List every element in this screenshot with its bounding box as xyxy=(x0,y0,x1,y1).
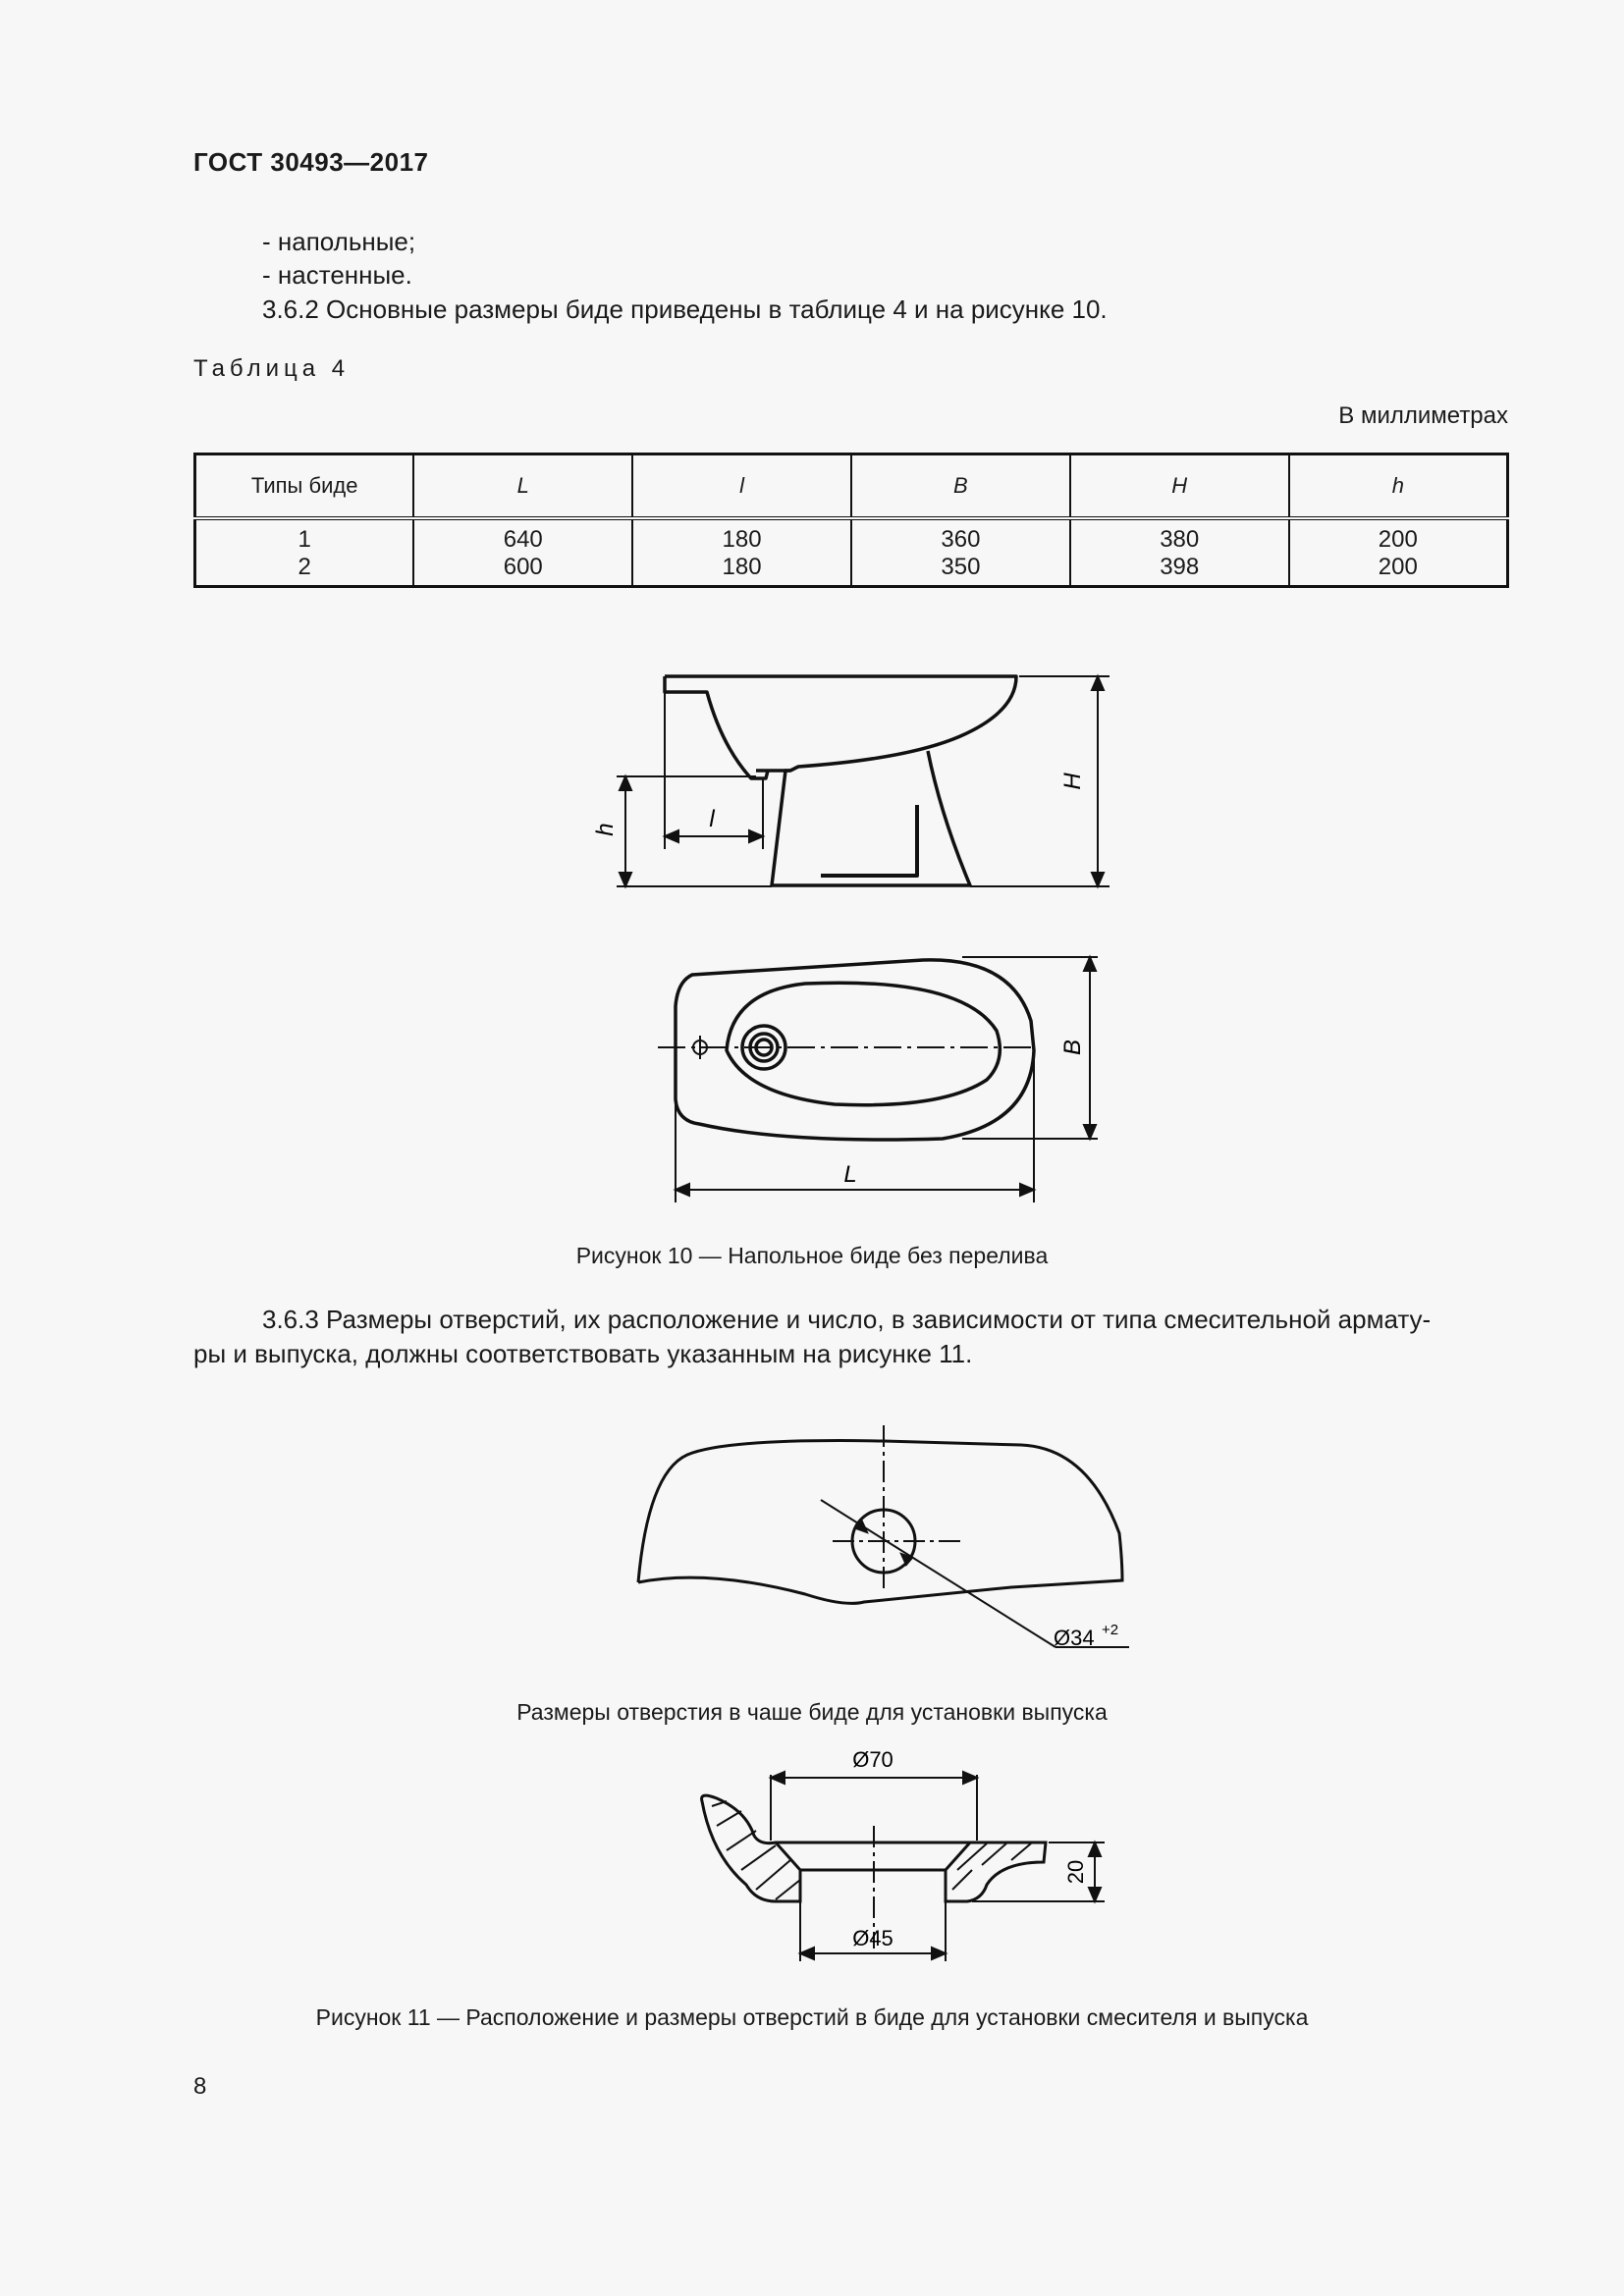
header-h: h xyxy=(1289,454,1508,519)
figure-11-caption: Рисунок 11 — Расположение и размеры отверстий в биде для установки смесителя и выпуска xyxy=(315,2004,1309,2030)
table-cell: 200 200 xyxy=(1289,518,1508,587)
hole-diameter-label: Ø34 xyxy=(1054,1626,1095,1650)
dim-label-L: L xyxy=(843,1161,857,1188)
header-L: L xyxy=(413,454,632,519)
dim-label-l: l xyxy=(709,806,715,832)
dim-label-H: H xyxy=(1059,773,1086,790)
table-units: В миллиметрах xyxy=(1338,402,1508,429)
hole-tolerance-label: +2 xyxy=(1102,1622,1119,1638)
header-B: B xyxy=(851,454,1070,519)
list-item-floor: - напольные; xyxy=(262,227,416,256)
page-number: 8 xyxy=(193,2073,207,2100)
table-cell: 180 180 xyxy=(632,518,851,587)
outer-diameter-label: Ø70 xyxy=(852,1747,893,1772)
table-cell: 380 398 xyxy=(1070,518,1289,587)
table-title: Таблица 4 xyxy=(193,355,351,382)
paragraph-3-6-3-line1: 3.6.3 Размеры отверстий, их расположение и число, в зависимости от типа смесительной армату- xyxy=(262,1305,1432,1334)
list-item-wall: - настенные. xyxy=(262,260,412,290)
dim-label-h: h xyxy=(592,823,619,836)
table-cell: 640 600 xyxy=(413,518,632,587)
depth-label: 20 xyxy=(1063,1859,1088,1885)
figure-10-caption: Рисунок 10 — Напольное биде без перелива xyxy=(575,1243,1049,1268)
header-H: H xyxy=(1070,454,1289,519)
document-header: ГОСТ 30493—2017 xyxy=(193,147,429,177)
header-bidet-type: Типы биде xyxy=(195,454,414,519)
dim-label-B: B xyxy=(1059,1039,1086,1056)
table-cell: 1 2 xyxy=(195,518,414,587)
inner-diameter-label: Ø45 xyxy=(852,1926,893,1950)
paragraph-3-6-3-line2: ры и выпуска, должны соответствовать указанным на рисунке 11. xyxy=(193,1339,973,1368)
header-l: l xyxy=(632,454,851,519)
figure-11-subcaption: Размеры отверстия в чаше биде для установки выпуска xyxy=(516,1699,1108,1725)
table-cell: 360 350 xyxy=(851,518,1070,587)
paragraph-3-6-2: 3.6.2 Основные размеры биде приведены в таблице 4 и на рисунке 10. xyxy=(262,294,1108,324)
